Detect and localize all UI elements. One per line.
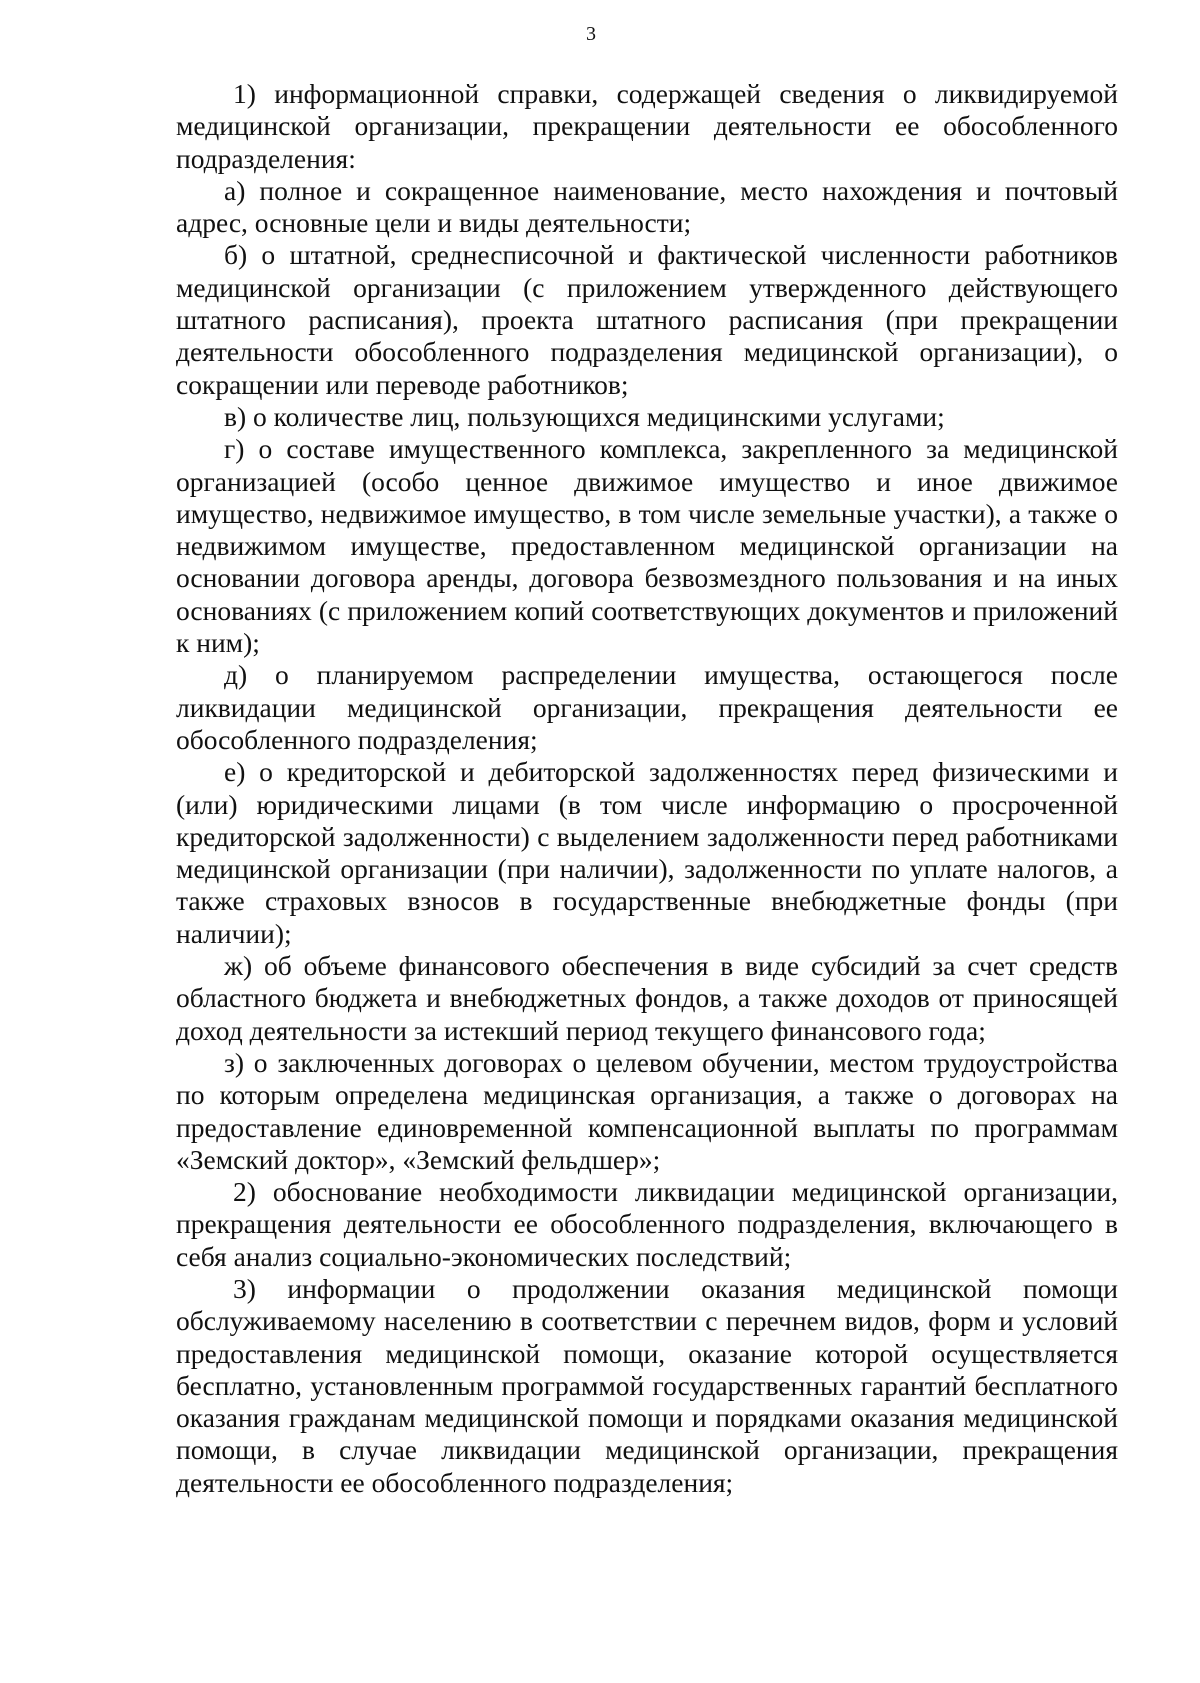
page-number: 3 xyxy=(586,23,596,45)
paragraph-subitem-a: а) полное и сокращенное наименование, место нахождения и почтовый адрес, основные цели и виды деятельности; xyxy=(176,174,1118,239)
paragraph-subitem-v: в) о количестве лиц, пользующихся медицинскими услугами; xyxy=(224,400,945,432)
paragraph-subitem-zh: ж) об объеме финансового обеспечения в виде субсидий за счет средств областного бюджета и внебюджетных фондов, а также доходов от приносящей доход деятельности за истекший период текущего финансового года; xyxy=(176,950,1118,1046)
paragraph-item-3: 3) информации о продолжении оказания медицинской помощи обслуживаемому населению в соответствии с перечнем видов, форм и условий предоставления медицинской помощи, оказание которой осуществляется бесплатно, установленным программой государственных гарантий бесплатного оказания гражданам медицинской помощи и порядками оказания медицинской помощи, в случае ликвидации медицинской организации, прекращения деятельности ее обособленного подразделения; xyxy=(176,1272,1118,1498)
paragraph-subitem-e: е) о кредиторской и дебиторской задолженностях перед физическими и (или) юридическими лицами (в том числе информацию о просроченной кредиторской задолженности) с выделением задолженности перед работниками медицинской организации (при наличии), задолженности по уплате налогов, а также страховых взносов в государственные внебюджетные фонды (при наличии); xyxy=(176,756,1118,949)
paragraph-item-1: 1) информационной справки, содержащей сведения о ликвидируемой медицинской организации, прекращении деятельности ее обособленного подразделения: xyxy=(176,78,1118,174)
paragraph-subitem-z: з) о заключенных договорах о целевом обучении, местом трудоустройства по которым определена медицинская организация, а также о договорах на предоставление единовременной компенсационной выплаты по программам «Земский доктор», «Земский фельдшер»; xyxy=(176,1046,1118,1175)
paragraph-subitem-g: г) о составе имущественного комплекса, закрепленного за медицинской организацией (особо ценное движимое имущество и иное движимое имущество, недвижимое имущество, в том числе земельные участки), а также о недвижимом имуществе, предоставленном медицинской организации на основании договора аренды, договора безвозмездного пользования и на иных основаниях (с приложением копий соответствующих документов и приложений к ним); xyxy=(176,433,1118,659)
paragraph-item-2: 2) обоснование необходимости ликвидации медицинской организации, прекращения деятельности ее обособленного подразделения, включающего в себя анализ социально-экономических последствий; xyxy=(176,1176,1118,1272)
paragraph-subitem-b: б) о штатной, среднесписочной и фактической численности работников медицинской организации (с приложением утвержденного действующего штатного расписания), проекта штатного расписания (при прекращении деятельности обособленного подразделения медицинской организации), о сокращении или переводе работников; xyxy=(176,239,1118,400)
document-body xyxy=(176,78,1118,1499)
paragraph-subitem-d: д) о планируемом распределении имущества, остающегося после ликвидации медицинской организации, прекращения деятельности ее обособленного подразделения; xyxy=(176,659,1118,755)
